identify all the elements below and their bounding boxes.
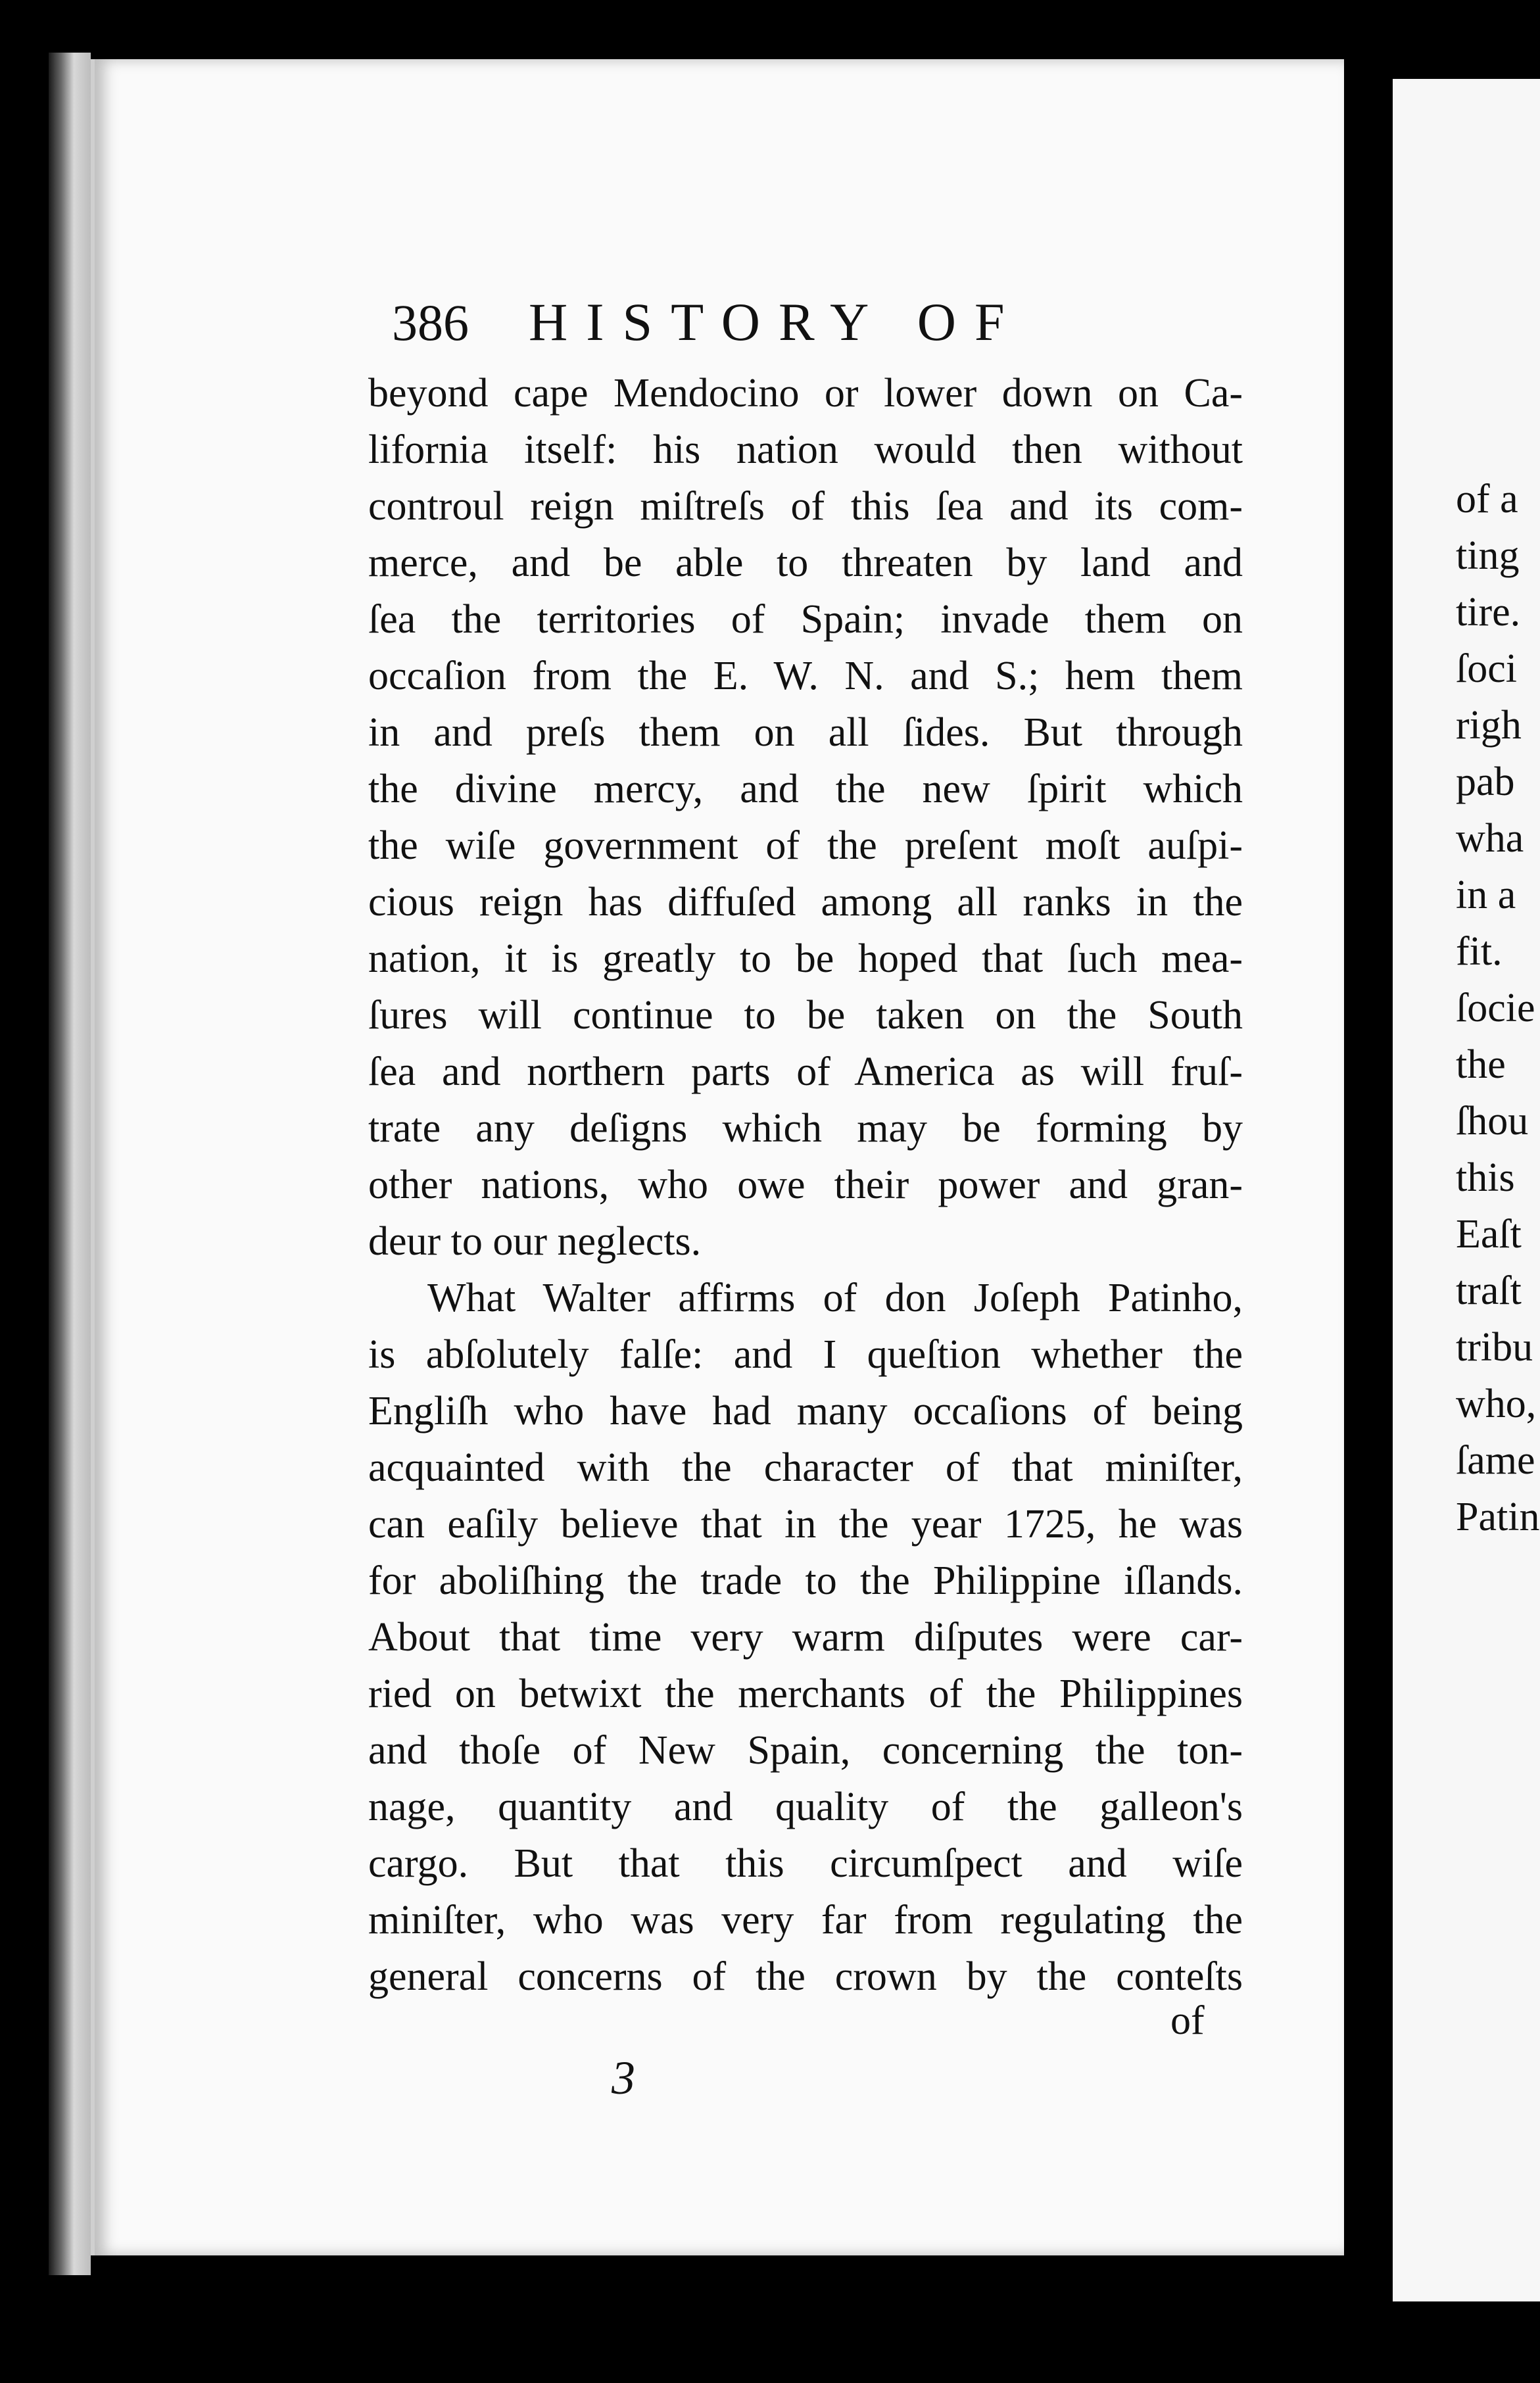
text-line: ſea and northern parts of America as will fruſ- (368, 1049, 1243, 1094)
right-page-line: ſhou (1456, 1099, 1529, 1143)
text-line: nation, it is greatly to be hoped that ſuch mea- (368, 936, 1243, 981)
text-line: About that time very warm diſputes were car- (368, 1615, 1243, 1660)
text-line: cious reign has diffuſed among all ranks in the (368, 880, 1243, 925)
text-line: is abſolutely falſe: and I queſtion whether the (368, 1332, 1243, 1377)
text-line: merce, and be able to threaten by land and (368, 541, 1243, 585)
text-line: What Walter affirms of don Joſeph Patinho, (427, 1276, 1243, 1320)
text-line: ſea the territories of Spain; invade them on (368, 597, 1243, 642)
text-line: cargo. But that this circumſpect and wiſe (368, 1841, 1243, 1886)
right-page-line: wha (1456, 816, 1524, 861)
right-page-line: in a (1456, 873, 1516, 917)
right-page-line: the (1456, 1042, 1506, 1087)
text-line: lifornia itself: his nation would then without (368, 427, 1243, 472)
text-line: nage, quantity and quality of the galleon's (368, 1785, 1243, 1829)
text-line: other nations, who owe their power and gran- (368, 1163, 1243, 1207)
signature-mark: 3 (612, 2052, 635, 2104)
text-line: deur to our neglects. (368, 1219, 702, 1264)
text-line: ried on betwixt the merchants of the Philippines (368, 1672, 1243, 1716)
right-page-line: this (1456, 1155, 1515, 1200)
right-page-line: ſame (1456, 1438, 1535, 1483)
right-page-line: pab (1456, 759, 1515, 804)
text-line: can eaſily believe that in the year 1725, he was (368, 1502, 1243, 1547)
text-line: controul reign miſtreſs of this ſea and its com- (368, 484, 1243, 529)
right-page-line: ting (1456, 533, 1520, 578)
right-page-line: righ (1456, 703, 1522, 748)
right-page (1393, 79, 1540, 2301)
page-number: 386 (392, 294, 469, 351)
right-page-line: Patin (1456, 1495, 1540, 1539)
running-title: HISTORY OF (529, 292, 1023, 352)
text-line: in and preſs them on all ſides. But through (368, 710, 1243, 755)
text-line: for aboliſhing the trade to the Philippine iſlands. (368, 1558, 1243, 1603)
right-page-line: tribu (1456, 1325, 1533, 1370)
right-page-text (1456, 471, 1539, 1545)
text-line: trate any deſigns which may be forming by (368, 1106, 1243, 1151)
right-page-line: tire. (1456, 590, 1521, 635)
right-page-line: traſt (1456, 1268, 1522, 1313)
body-text (368, 365, 1243, 2005)
text-line: the divine mercy, and the new ſpirit which (368, 767, 1243, 811)
text-line: acquainted with the character of that miniſter, (368, 1445, 1243, 1490)
right-page-line: ſoci (1456, 646, 1517, 691)
page-header (392, 283, 1247, 362)
text-line: the wiſe government of the preſent moſt auſpi- (368, 823, 1243, 868)
text-line: miniſter, who was very far from regulating the (368, 1898, 1243, 1942)
right-page-line: who, (1456, 1382, 1537, 1426)
right-page-line: of a (1456, 477, 1518, 521)
text-line: ſures will continue to be taken on the South (368, 993, 1243, 1038)
text-line: Engliſh who have had many occaſions of being (368, 1389, 1243, 1433)
right-page-line: fit. (1456, 929, 1503, 974)
right-page-line: ſocie (1456, 986, 1535, 1030)
text-line: occaſion from the E. W. N. and S.; hem them (368, 654, 1243, 698)
text-line: beyond cape Mendocino or lower down on Ca- (368, 371, 1243, 416)
catchword: of (1170, 1998, 1205, 2043)
text-line: general concerns of the crown by the conteſts (368, 1954, 1243, 1999)
right-page-line: Eaſt (1456, 1212, 1522, 1257)
text-line: and thoſe of New Spain, concerning the ton- (368, 1728, 1243, 1773)
